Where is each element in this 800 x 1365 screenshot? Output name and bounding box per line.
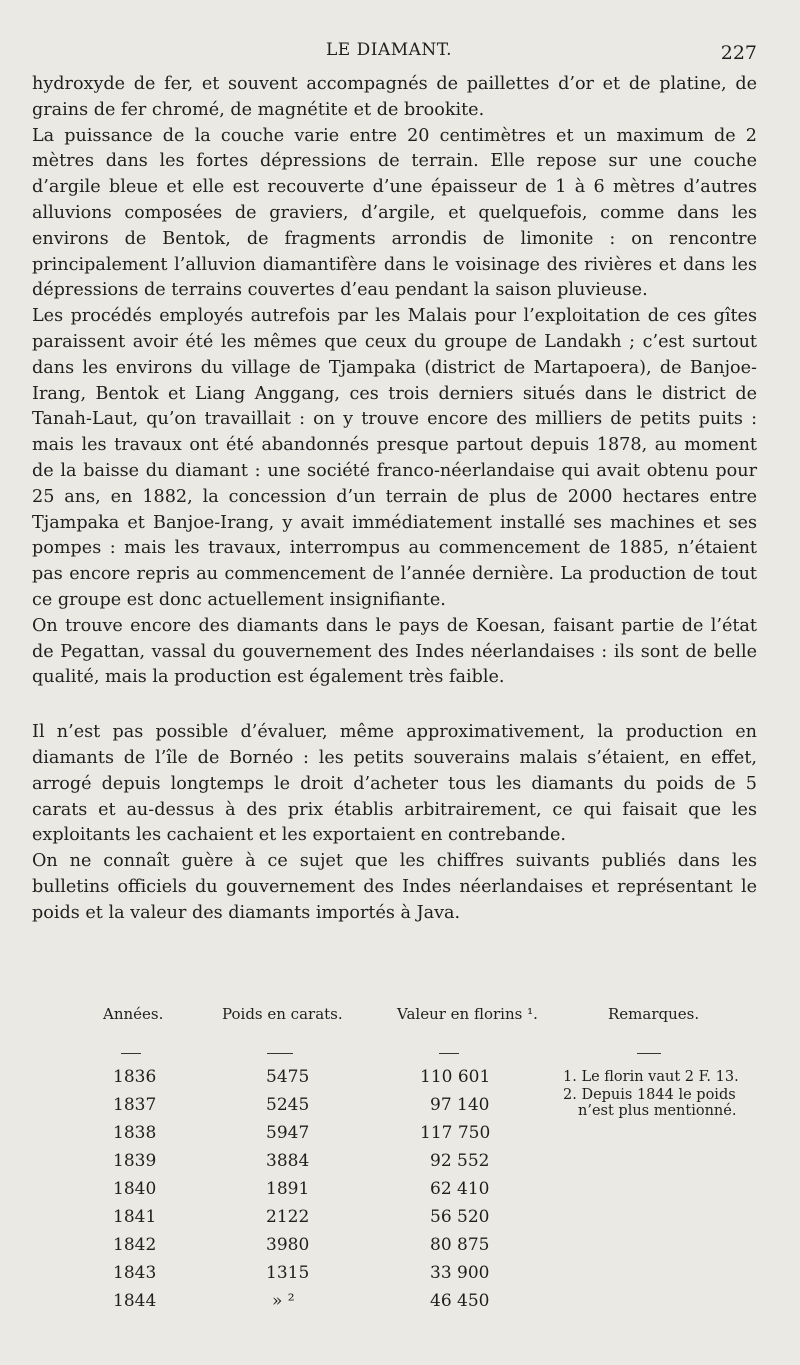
table-cell-year: 1842 — [113, 1235, 157, 1255]
table-cell-value: 46 450 — [430, 1291, 490, 1311]
table-cell-value: 33 900 — [430, 1263, 490, 1283]
table-cell-value: 56 520 — [430, 1207, 490, 1227]
table-cell-weight: 1891 — [266, 1179, 310, 1199]
paragraph: On trouve encore des diamants dans le pays de Koesan, faisant partie de l’état de Pegattan, vassal du gouvernement des Indes néerlandaises : ils sont de belle qualité, mais la production est également très faible. — [32, 615, 757, 688]
table-cell-value: 92 552 — [430, 1151, 490, 1171]
paragraph: La puissance de la couche varie entre 20 centimètres et un maximum de 2 mètres dans les fortes dépressions de terrain. Elle repose sur une couche d’argile bleue et elle est recouverte d’une épaisseur de 1 à 6 mètres d’autres alluvions composées de graviers, d’argile, et quelquefois, comme dans les environs de Bentok, de fragments arrondis de limonite : on rencontre principalement l’alluvion diamantifère dans le voisinage des rivières et dans les dépressions de terrains couvertes d’eau pendant la saison pluvieuse. — [32, 125, 757, 301]
table-note: n’est plus mentionné. — [578, 1103, 737, 1119]
diamond-import-table — [0, 1005, 800, 1335]
table-cell-weight: 3980 — [266, 1235, 310, 1255]
page-header — [32, 40, 757, 68]
table-cell-weight: 5475 — [266, 1067, 310, 1087]
column-rule — [637, 1053, 661, 1054]
table-cell-weight: 1315 — [266, 1263, 310, 1283]
column-header-remarks: Remarques. — [608, 1005, 700, 1023]
table-cell-weight: » ² — [272, 1291, 295, 1311]
column-header-weight: Poids en carats. — [222, 1005, 343, 1023]
paragraph: Les procédés employés autrefois par les Malais pour l’exploitation de ces gîtes paraissent avoir été les mêmes que ceux du groupe de Landakh ; c’est surtout dans les environs du village de Tjampaka (district de Martapoera), de Banjoe-Irang, Bentok et Liang Anggang, ces trois derniers situés dans le district de Tanah-Laut, qu’on travaillait : on y trouve encore des milliers de petits puits : mais les travaux ont été abandonnés presque partout depuis 1878, au moment de la baisse du diamant : une société franco-néerlandaise qui avait obtenu pour 25 ans, en 1882, la concession d’un terrain de plus de 2000 hectares entre Tjampaka et Banjoe-Irang, y avait immédiatement installé ses machines et ses pompes : mais les travaux, interrompus au commencement de 1885, n’étaient pas encore repris au commencement de l’année dernière. La production de tout ce groupe est donc actuellement insignifiante. — [32, 306, 757, 610]
column-header-value: Valeur en florins ¹. — [397, 1005, 538, 1023]
table-note: 1. Le florin vaut 2 F. 13. — [563, 1069, 739, 1085]
page-number: 227 — [720, 42, 757, 64]
table-cell-weight: 5947 — [266, 1123, 310, 1143]
table-cell-value: 97 140 — [430, 1095, 490, 1115]
table-cell-weight: 3884 — [266, 1151, 310, 1171]
running-title: LE DIAMANT. — [326, 40, 453, 60]
column-rule — [439, 1053, 459, 1054]
table-cell-value: 62 410 — [430, 1179, 490, 1199]
table-cell-value: 80 875 — [430, 1235, 490, 1255]
table-cell-weight: 5245 — [266, 1095, 310, 1115]
table-cell-year: 1837 — [113, 1095, 157, 1115]
column-rule — [121, 1053, 141, 1054]
table-cell-weight: 2122 — [266, 1207, 310, 1227]
paragraph: hydroxyde de fer, et souvent accompagnés de paillettes d’or et de platine, de grains de fer chromé, de magnétite et de brookite. — [32, 74, 757, 120]
column-header-years: Années. — [103, 1005, 164, 1023]
table-cell-value: 110 601 — [420, 1067, 491, 1087]
table-cell-year: 1839 — [113, 1151, 157, 1171]
table-cell-year: 1843 — [113, 1263, 157, 1283]
table-cell-year: 1836 — [113, 1067, 157, 1087]
column-rule — [267, 1053, 293, 1054]
table-note: 2. Depuis 1844 le poids — [563, 1087, 736, 1103]
table-cell-year: 1841 — [113, 1207, 157, 1227]
paragraph: Il n’est pas possible d’évaluer, même approximativement, la production en diamants de l’île de Bornéo : les petits souverains malais s’étaient, en effet, arrogé depuis longtemps le droit d’acheter tous les diamants du poids de 5 carats et au-dessus à des prix établis arbitrairement, ce qui faisait que les exploitants les cachaient et les exportaient en contrebande. — [32, 722, 757, 846]
paragraph: On ne connaît guère à ce sujet que les chiffres suivants publiés dans les bulletins officiels du gouvernement des Indes néerlandaises et représentant le poids et la valeur des diamants importés à Java. — [32, 851, 757, 923]
table-cell-value: 117 750 — [420, 1123, 491, 1143]
body-text — [32, 72, 757, 927]
table-cell-year: 1838 — [113, 1123, 157, 1143]
table-cell-year: 1840 — [113, 1179, 157, 1199]
table-cell-year: 1844 — [113, 1291, 157, 1311]
